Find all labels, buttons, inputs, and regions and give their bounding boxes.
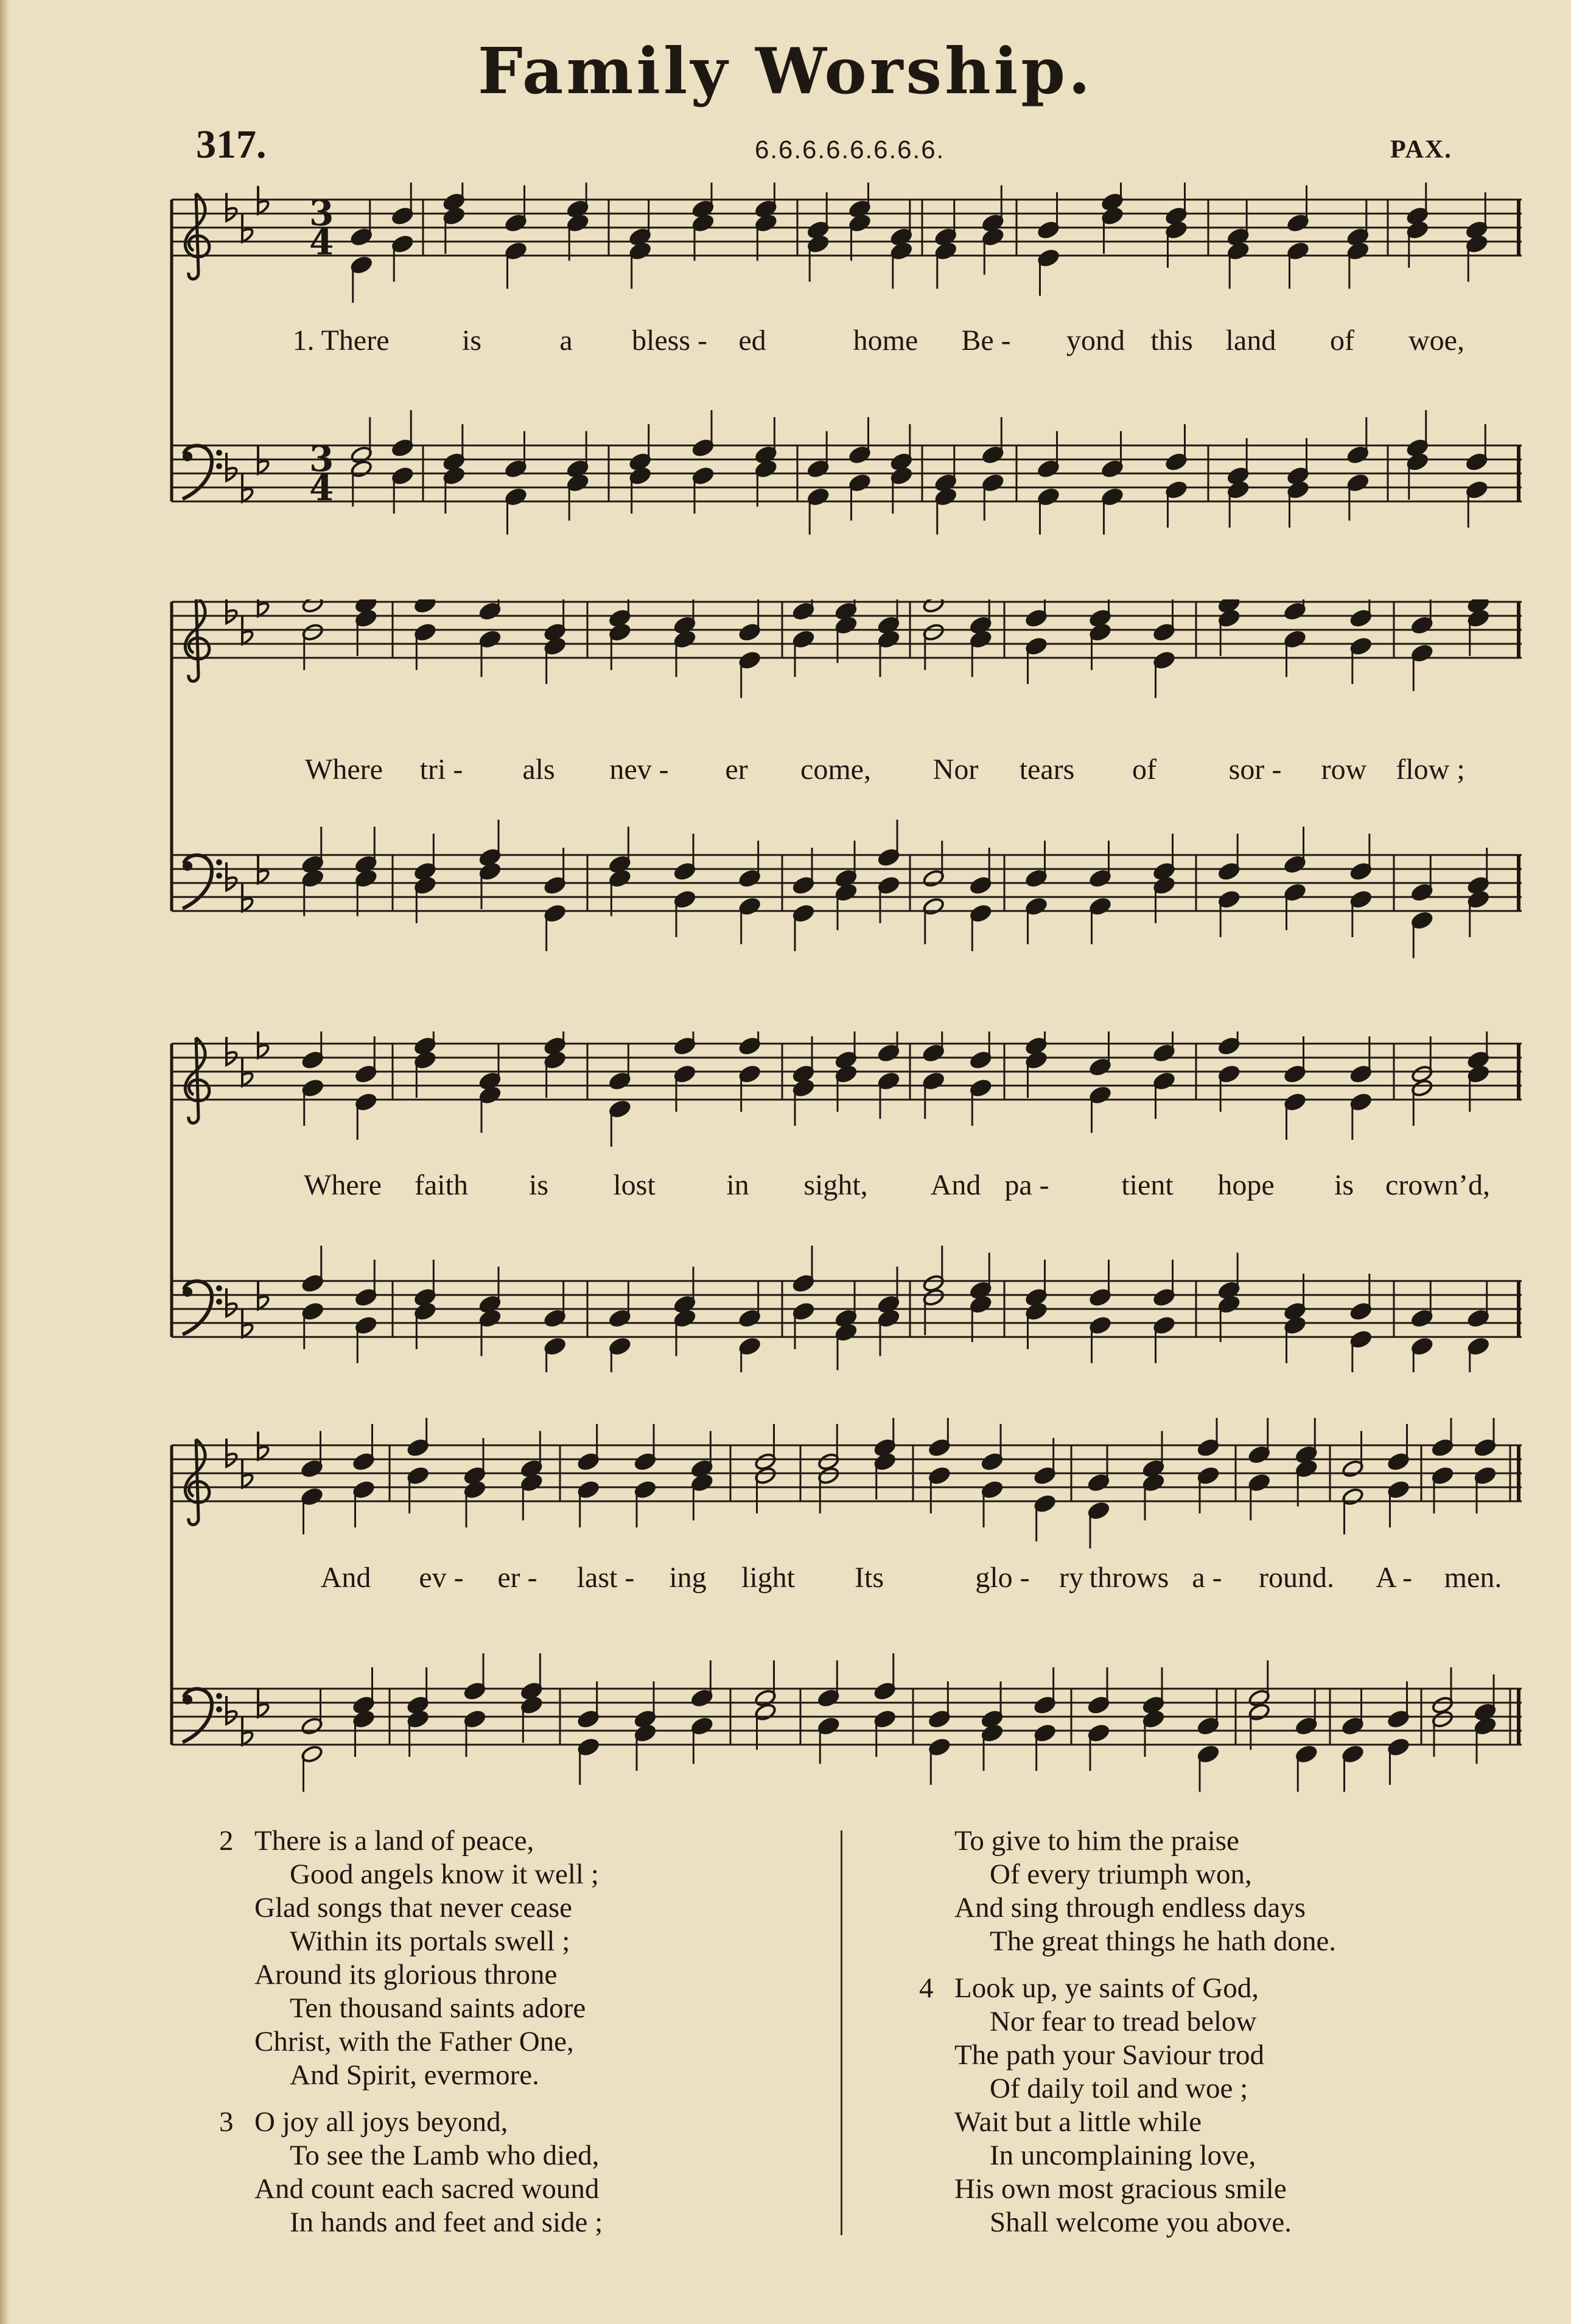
music-system-4	[0, 1418, 1571, 1807]
meter: 6.6.6.6.6.6.6.6.	[755, 135, 945, 164]
verse-line: Shall welcome you above.	[990, 2207, 1292, 2238]
lyric-syllable: A -	[1376, 1562, 1412, 1594]
music-system-2	[0, 599, 1571, 965]
lyric-syllable: faith	[415, 1169, 468, 1201]
verse-line: To see the Lamb who died,	[290, 2140, 600, 2171]
column-divider	[841, 1830, 842, 2235]
verse-line: Wait but a little while	[954, 2106, 1202, 2138]
bass-clef-dot	[183, 1287, 192, 1297]
lyric-syllable: tri -	[419, 753, 463, 786]
verse-line: Around its glorious throne	[254, 1959, 558, 1991]
verse-number: 4	[919, 1972, 934, 2004]
lyric-syllable: lost	[613, 1169, 656, 1201]
flat-sign-icon	[226, 599, 237, 623]
verse-block	[219, 1824, 603, 2092]
bass-clef-dot	[216, 1299, 222, 1305]
verse-line: Of every triumph won,	[990, 1858, 1252, 1890]
bass-clef-dot	[216, 450, 222, 456]
lyric-syllable: light	[741, 1562, 796, 1594]
flat-sign-icon	[226, 453, 237, 481]
bass-clef-dot	[216, 873, 222, 879]
lyric-syllable: of	[1132, 753, 1156, 786]
lyric-syllable: Where	[304, 1169, 382, 1201]
verses-left-column	[219, 1824, 603, 2253]
lyric-syllable: sight,	[803, 1169, 868, 1201]
staff-notation-4	[0, 1418, 1571, 1807]
lyric-syllable: of	[1330, 324, 1354, 357]
verse-line: And count each sacred wound	[254, 2173, 600, 2205]
flat-sign-icon	[226, 1288, 237, 1316]
flat-sign-icon	[226, 193, 237, 221]
lyric-syllable: in	[726, 1169, 749, 1201]
flat-sign-icon	[226, 1696, 237, 1724]
verse-line: Look up, ye saints of God,	[954, 1972, 1259, 2004]
treble-clef-icon	[185, 599, 209, 682]
lyric-syllable: land	[1225, 324, 1276, 357]
lyric-syllable: come,	[800, 753, 871, 786]
lyric-syllable: Nor	[932, 753, 979, 786]
flat-sign-icon	[258, 1031, 268, 1058]
lyric-syllable: pa -	[1004, 1169, 1049, 1201]
treble-clef-path	[185, 194, 209, 279]
lyric-syllable: And	[930, 1169, 981, 1201]
lyric-syllable: bless -	[632, 324, 707, 357]
lyric-syllable: glo -	[975, 1562, 1030, 1594]
verses-right-column	[919, 1824, 1337, 2253]
flat-sign-icon	[226, 1037, 237, 1065]
verse-line: His own most gracious smile	[954, 2173, 1287, 2205]
bass-time-signature-denominator: 4	[309, 467, 334, 509]
verse-line: In hands and feet and side ;	[290, 2207, 603, 2238]
bass-time-signature-numerator: 3	[309, 438, 334, 480]
lyric-syllable: round.	[1259, 1562, 1334, 1594]
lyric-syllable: last -	[576, 1562, 635, 1594]
lyric-syllable: tient	[1121, 1169, 1174, 1201]
bass-clef-dot	[183, 1695, 192, 1705]
verse-line: Nor fear to tread below	[990, 2006, 1257, 2037]
bass-clef-icon	[183, 855, 222, 909]
lyric-syllable: sor -	[1228, 753, 1282, 786]
treble-time-signature-denominator: 4	[309, 222, 334, 263]
treble-clef-path	[185, 1439, 209, 1525]
hymn-number: 317.	[196, 122, 267, 167]
verse-line: And sing through endless days	[954, 1892, 1306, 1924]
lyric-syllable: And	[320, 1562, 371, 1594]
lyric-syllable: woe,	[1408, 324, 1464, 357]
lyric-syllable: ed	[738, 324, 766, 357]
verse-line: To give to him the praise	[954, 1825, 1239, 1857]
lyric-syllable: ry	[1059, 1562, 1083, 1594]
verse-line: The great things he hath done.	[990, 1925, 1337, 1957]
staff-notation-3	[0, 1031, 1571, 1372]
lyric-syllable: ev -	[419, 1562, 464, 1594]
verse-block	[919, 1972, 1336, 2239]
verse-number: 2	[219, 1825, 234, 1857]
bass-clef-icon	[183, 1281, 222, 1335]
treble-clef-icon	[185, 1439, 209, 1525]
verse-line: In uncomplaining love,	[990, 2140, 1256, 2171]
lyric-syllable: flow ;	[1396, 753, 1465, 786]
bass-clef-dot	[216, 1693, 222, 1699]
verse-line: Ten thousand saints adore	[290, 1992, 586, 2024]
bass-clef-dot	[183, 452, 192, 461]
lyric-syllable: is	[461, 324, 482, 357]
bass-clef-dot	[183, 861, 192, 871]
tune-name: PAX.	[1390, 136, 1452, 164]
lyric-syllable: men.	[1444, 1562, 1502, 1594]
lyric-syllable: crown’d,	[1385, 1169, 1490, 1201]
bass-clef-dot	[216, 1285, 222, 1291]
lyric-syllable: row	[1321, 753, 1367, 786]
verse-line: O joy all joys beyond,	[254, 2106, 508, 2138]
treble-clef-path	[185, 1038, 209, 1123]
verse-line: And Spirit, evermore.	[290, 2059, 539, 2091]
music-system-3	[0, 1031, 1571, 1372]
verse-line: There is a land of peace,	[254, 1825, 534, 1857]
lyric-syllable: is	[1334, 1169, 1354, 1201]
lyric-syllable: nev -	[609, 753, 669, 786]
treble-time-signature-numerator: 3	[309, 192, 334, 234]
verse-line: Glad songs that never cease	[254, 1892, 573, 1924]
treble-clef-path	[185, 599, 209, 682]
page-title: Family Worship.	[477, 33, 1094, 108]
lyric-syllable: a -	[1192, 1562, 1222, 1594]
bass-clef-icon	[183, 445, 222, 499]
lyric-syllable: 1. There	[292, 324, 390, 357]
verse-block	[954, 1824, 1336, 1958]
verse-line: Christ, with the Father One,	[254, 2026, 574, 2057]
lyric-syllable: er	[725, 753, 748, 786]
verse-line: Good angels know it well ;	[290, 1858, 599, 1890]
lyric-syllable: home	[853, 324, 918, 357]
verse-line: The path your Saviour trod	[954, 2039, 1265, 2071]
treble-clef-icon	[185, 194, 209, 279]
lyric-syllable: er -	[497, 1562, 537, 1594]
lyric-syllable: hope	[1217, 1169, 1275, 1201]
verse-line: Of daily toil and woe ;	[990, 2073, 1248, 2104]
lyric-syllable: this	[1150, 324, 1193, 357]
staff-notation-1	[0, 183, 1571, 536]
lyric-syllable: yond	[1066, 324, 1125, 357]
verse-block	[219, 2106, 603, 2239]
flat-sign-icon	[226, 862, 237, 890]
bass-clef-dot	[216, 859, 222, 865]
flat-sign-icon	[226, 1439, 237, 1467]
lyric-syllable: Its	[855, 1562, 884, 1594]
bass-clef-dot	[216, 1706, 222, 1712]
verse-number: 3	[219, 2106, 234, 2138]
lyric-syllable: ing	[669, 1562, 707, 1594]
lyric-syllable: tears	[1019, 753, 1075, 786]
bass-clef-icon	[183, 1689, 222, 1742]
lyric-syllable: Where	[305, 753, 383, 786]
lyric-syllable: als	[522, 753, 555, 786]
verse-line: Within its portals swell ;	[290, 1925, 570, 1957]
bass-clef-dot	[216, 463, 222, 469]
lyric-syllable: a	[559, 324, 573, 357]
lyric-syllable: is	[528, 1169, 549, 1201]
music-system-1	[0, 183, 1571, 536]
treble-clef-icon	[185, 1038, 209, 1123]
lyric-syllable: throws	[1089, 1562, 1169, 1594]
lyric-syllable: Be -	[961, 324, 1011, 357]
